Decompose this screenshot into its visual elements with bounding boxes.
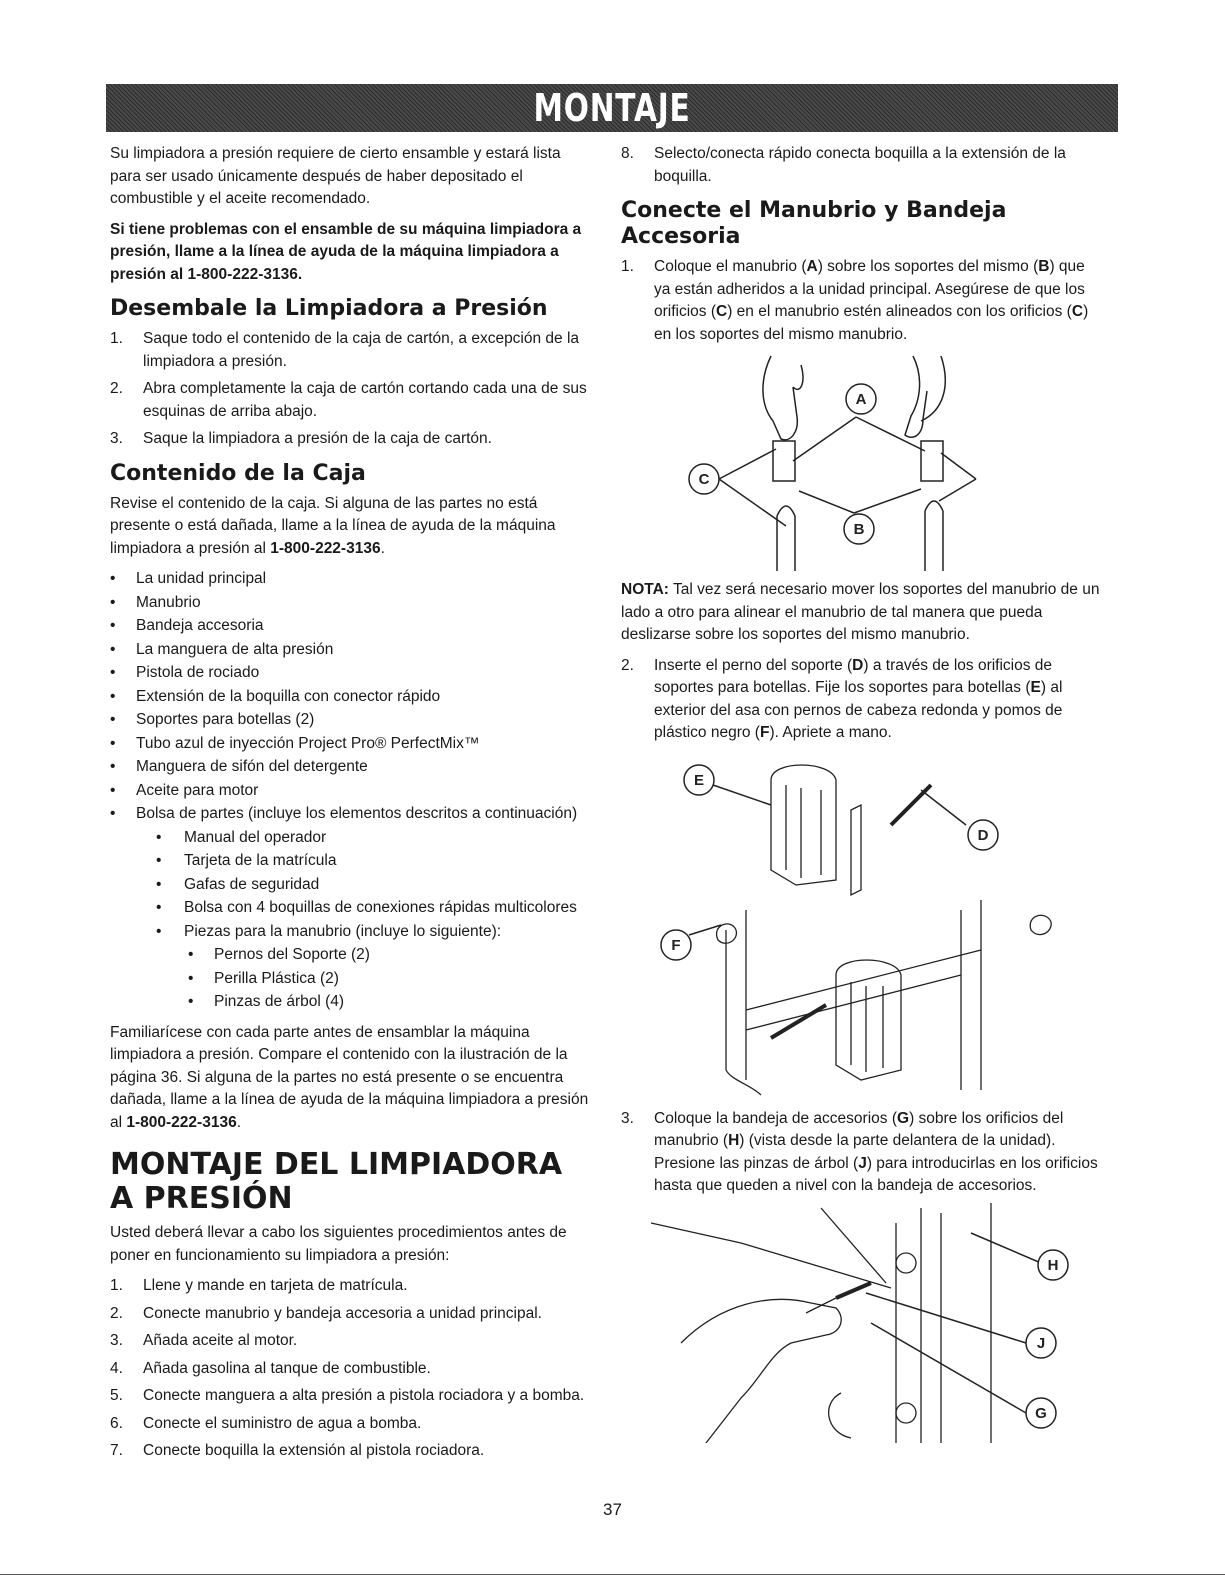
label-a: A	[855, 391, 867, 408]
left-column	[110, 143, 590, 1471]
list-item: 1. Coloque el manubrio (A) sobre los soportes del mismo (B) que ya están adheridos a la unidad principal. Asegúrese de que los orificios (C) en el manubrio estén alineados con los orificios (C) en los soportes del mismo manubrio.	[621, 258, 1089, 343]
contents-intro: Revise el contenido de la caja. Si alguna de las partes no está presente o está dañada, llame a la línea de ayuda de la máquina limpiadora a presión al 1-800-222-3136.	[110, 494, 556, 557]
list-item: 2. Inserte el perno del soporte (D) a través de los orificios de soportes para botellas. Fije los soportes para botellas (E) al exterior del asa con pernos de cabeza redonda y pomos de plástico negro (F). Apriete a mano.	[621, 656, 1063, 741]
assembly-heading: MONTAJE DEL LIMPIADORA A PRESIÓN	[110, 1147, 563, 1216]
label-e: E	[693, 771, 705, 789]
list-item: • Bolsa de partes (incluye los elementos descritos a continuación)	[110, 803, 590, 826]
label-f: F	[671, 936, 681, 954]
list-item: 3. Añada aceite al motor.	[110, 1332, 298, 1349]
unpack-heading: Desembale la Limpiadora a Presión	[110, 296, 548, 321]
list-item: • Bolsa con 4 boquillas de conexiones rápidas multicolores	[110, 897, 590, 920]
contents-list	[110, 568, 590, 1014]
label-g: G	[1035, 1404, 1047, 1422]
assembly-steps	[110, 1275, 590, 1463]
list-item: • Aceite para motor	[110, 780, 590, 803]
list-item: • Piezas para la manubrio (incluye lo siguiente):	[110, 921, 590, 944]
accessory-tray-figure	[621, 1203, 1101, 1443]
list-item: • La manguera de alta presión	[110, 639, 590, 662]
label-d: D	[977, 826, 989, 844]
list-item: • Manguera de sifón del detergente	[110, 756, 590, 779]
phone-number: 1-800-222-3136	[270, 539, 381, 557]
list-item: 5. Conecte manguera a alta presión a pistola rociadora y a bomba.	[110, 1387, 585, 1404]
contents-heading: Contenido de la Caja	[110, 460, 366, 486]
handle-figure	[621, 351, 1101, 571]
handle-heading: Conecte el Manubrio y Bandeja Accesoria	[621, 198, 1007, 249]
phone-number: 1-800-222-3136	[126, 1113, 237, 1131]
list-item: • Manubrio	[110, 592, 590, 615]
help-note: Si tiene problemas con el ensamble de su máquina limpiadora a presión, llame a la línea de ayuda de la máquina limpiadora a presión al 1-800-222-3136.	[110, 220, 582, 283]
note-paragraph: NOTA: Tal vez será necesario mover los soportes del manubrio de un lado a otro para alinear el manubrio de tal manera que pueda deslizarse sobre los soportes del mismo manubrio.	[621, 581, 1100, 643]
page-number: 37	[603, 1500, 622, 1519]
label-h: H	[1047, 1256, 1059, 1274]
bottle-holder-figure	[621, 750, 1101, 1100]
list-item: • Gafas de seguridad	[110, 874, 590, 897]
list-item: • Tubo azul de inyección Project Pro® PerfectMix™	[110, 733, 590, 756]
list-item: • Bandeja accesoria	[110, 615, 590, 638]
page-title: MONTAJE	[533, 86, 691, 130]
list-item: 6. Conecte el suministro de agua a bomba.	[110, 1414, 422, 1432]
list-item: 2. Conecte manubrio y bandeja accesoria a unidad principal.	[110, 1304, 542, 1322]
intro-paragraph: Su limpiadora a presión requiere de cierto ensamble y estará lista para ser usado únicamente después de haber depositado el combustible y el aceite recomendado.	[110, 145, 561, 207]
list-item: 7. Conecte boquilla la extensión al pistola rociadora.	[110, 1442, 485, 1459]
assembly-intro: Usted deberá llevar a cabo los siguientes procedimientos antes de poner en funcionamiento su limpiadora a presión:	[110, 1224, 567, 1264]
list-item: • Extensión de la boquilla con conector rápido	[110, 686, 590, 709]
list-item: 8. Selecto/conecta rápido conecta boquilla a la extensión de la boquilla.	[621, 145, 1066, 185]
list-item: • Perilla Plástica (2)	[110, 968, 590, 991]
list-item: 4. Añada gasolina al tanque de combustible.	[110, 1359, 431, 1377]
list-item: • Pernos del Soporte (2)	[110, 944, 590, 967]
list-item: 1. Saque todo el contenido de la caja de cartón, a excepción de la limpiadora a presión.	[110, 330, 580, 370]
list-item: 3. Saque la limpiadora a presión de la caja de cartón.	[110, 430, 492, 447]
list-item: • Manual del operador	[110, 827, 590, 850]
section-banner	[106, 84, 1118, 132]
list-item: • Pinzas de árbol (4)	[110, 991, 590, 1014]
list-item: 2. Abra completamente la caja de cartón cortando cada una de sus esquinas de arriba abajo.	[110, 380, 587, 420]
list-item: • Soportes para botellas (2)	[110, 709, 590, 732]
label-j: J	[1036, 1334, 1046, 1352]
bottom-rule	[0, 1574, 1225, 1575]
list-item: 3. Coloque la bandeja de accesorios (G) sobre los orificios del manubrio (H) (vista desde la parte delantera de la unidad). Presione las pinzas de árbol (J) para introducirlas en los orificios hasta que queden a nivel con la bandeja de accesorios.	[621, 1109, 1098, 1194]
list-item: • Pistola de rociado	[110, 662, 590, 685]
unpack-steps	[110, 328, 590, 451]
list-item: • Tarjeta de la matrícula	[110, 850, 590, 873]
list-item: 1. Llene y mande en tarjeta de matrícula.	[110, 1277, 408, 1294]
label-b: B	[853, 521, 865, 538]
right-column	[621, 143, 1101, 1451]
label-c: C	[698, 471, 710, 488]
familiarize-paragraph: Familiarícese con cada parte antes de ensamblar la máquina limpiadora a presión. Compare el contenido con la ilustración de la página 36. Si alguna de la partes no está presente o se encuentra dañada, llame a la línea de ayuda de la máquina limpiadora a presión al 1-800-222-3136.	[110, 1023, 589, 1131]
list-item: • La unidad principal	[110, 568, 590, 591]
